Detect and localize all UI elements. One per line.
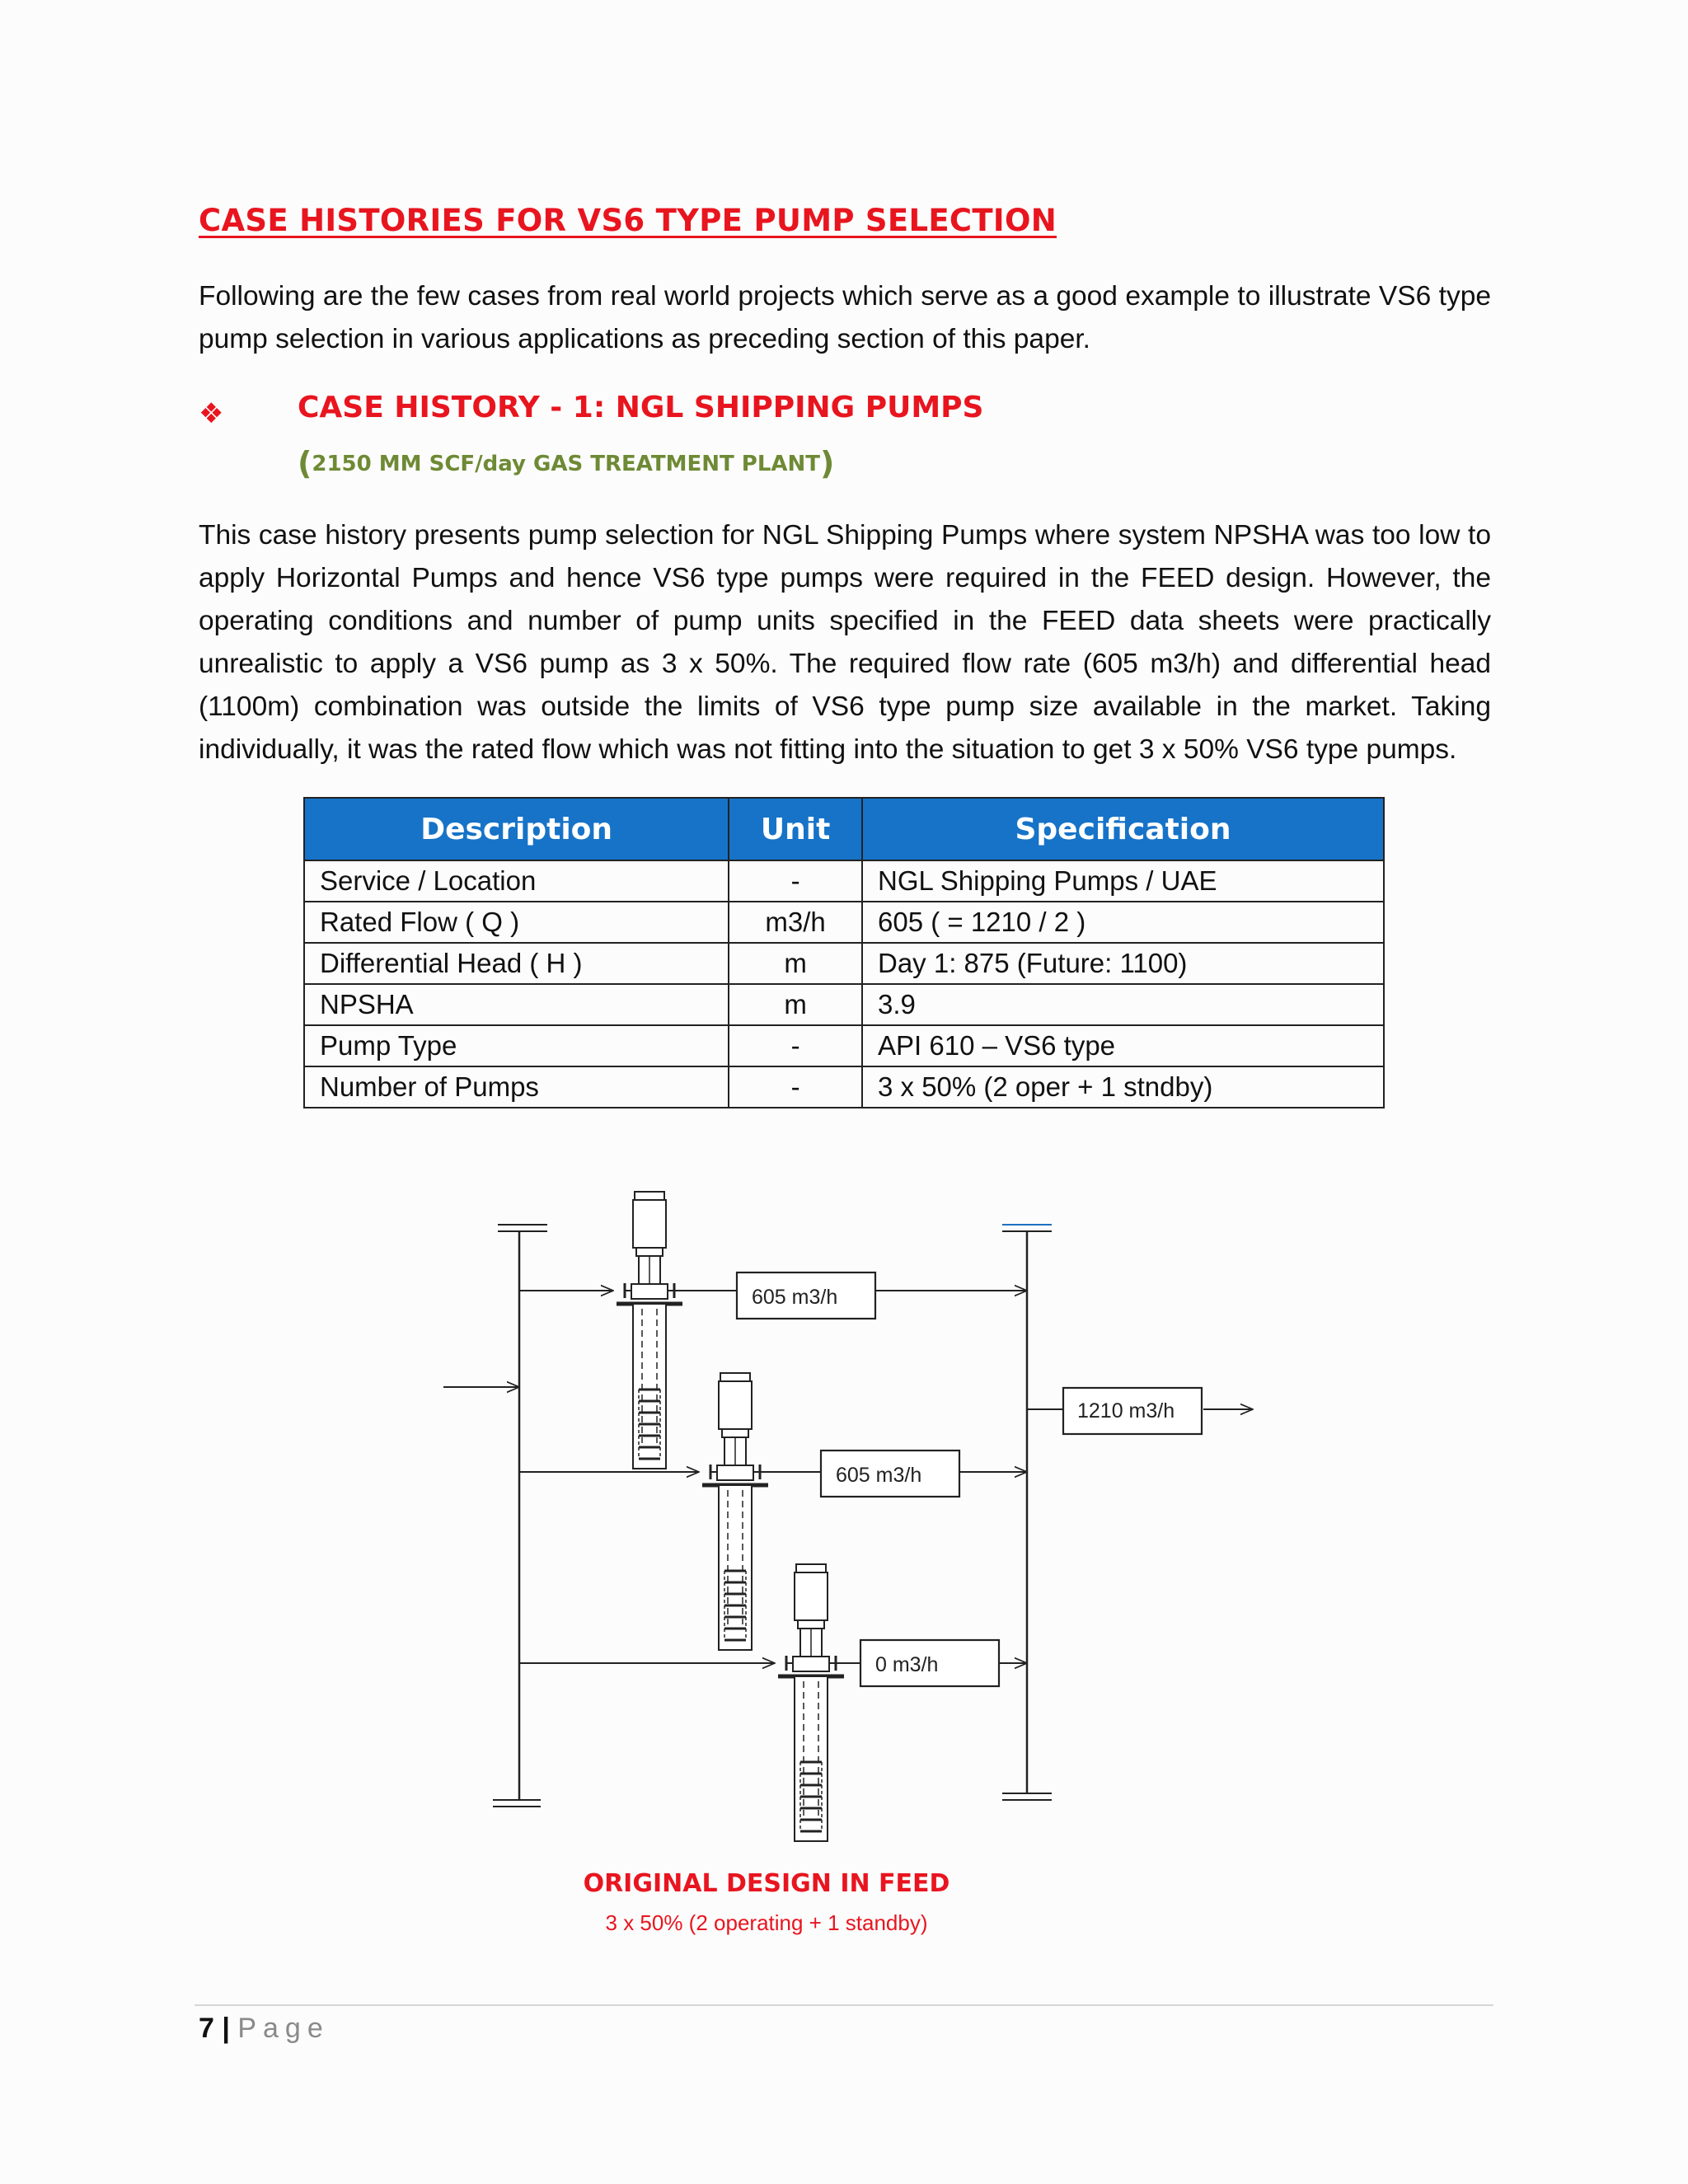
footer-separator: |	[222, 2013, 230, 2044]
pump-2-flow-label: 605 m3/h	[836, 1464, 922, 1487]
footer-divider	[195, 2004, 1493, 2006]
table-row	[304, 1066, 1384, 1108]
cell-unit: m	[729, 984, 862, 1025]
case-description-paragraph: This case history presents pump selection for NGL Shipping Pumps where system NPSHA was too low to apply Horizontal Pumps and hence VS6 type pumps were required in the FEED design. However, the operating conditions and number of pump units specified in the FEED data sheets were practically unrealistic to apply a VS6 pump as 3 x 50%. The required flow rate (605 m3/h) and differential head (1100m) combination was outside the limits of VS6 type pump size available in the market. Taking individually, it was the rated flow which was not fitting into the situation to get 3 x 50% VS6 type pumps.	[199, 520, 1491, 765]
column-header-description: Description	[304, 798, 729, 860]
cell-specification: 3.9	[862, 984, 1384, 1025]
cell-unit: -	[729, 860, 862, 902]
cell-specification: API 610 – VS6 type	[862, 1025, 1384, 1066]
cell-specification: 605 ( = 1210 / 2 )	[862, 902, 1384, 943]
case-history-title: CASE HISTORY - 1: NGL SHIPPING PUMPS	[298, 391, 984, 424]
page-number: 7	[199, 2013, 214, 2044]
table-row	[304, 902, 1384, 943]
pump-1	[617, 1192, 682, 1469]
cell-specification: 3 x 50% (2 oper + 1 stndby)	[862, 1066, 1384, 1108]
cell-description: Differential Head ( H )	[304, 943, 729, 984]
table-row	[304, 1025, 1384, 1066]
cell-specification: NGL Shipping Pumps / UAE	[862, 860, 1384, 902]
column-header-unit: Unit	[729, 798, 862, 860]
column-header-specification: Specification	[862, 798, 1384, 860]
table-row	[304, 860, 1384, 902]
cell-description: Rated Flow ( Q )	[304, 902, 729, 943]
diagram-caption-title: ORIGINAL DESIGN IN FEED	[583, 1869, 950, 1898]
table-row	[304, 984, 1384, 1025]
cell-specification: Day 1: 875 (Future: 1100)	[862, 943, 1384, 984]
cell-unit: m	[729, 943, 862, 984]
cell-unit: -	[729, 1025, 862, 1066]
case-history-subtitle: (2150 MM SCF/day GAS TREATMENT PLANT)	[298, 445, 835, 481]
cell-unit: -	[729, 1066, 862, 1108]
pump-3	[778, 1564, 844, 1841]
pump-2	[702, 1373, 768, 1650]
pump-1-flow-label: 605 m3/h	[752, 1286, 838, 1309]
cell-description: Number of Pumps	[304, 1066, 729, 1108]
cell-description: NPSHA	[304, 984, 729, 1025]
total-flow-label: 1210 m3/h	[1077, 1399, 1175, 1422]
cell-unit: m3/h	[729, 902, 862, 943]
intro-paragraph: Following are the few cases from real world projects which serve as a good example to illustrate VS6 type pump selection in various applications as preceding section of this paper.	[199, 281, 1491, 354]
pump-3-flow-label: 0 m3/h	[875, 1653, 939, 1676]
page-footer	[199, 2013, 330, 2045]
specification-table	[303, 797, 1385, 1108]
section-heading: CASE HISTORIES FOR VS6 TYPE PUMP SELECTION	[199, 203, 1057, 238]
table-row	[304, 943, 1384, 984]
diagram-caption-subtitle: 3 x 50% (2 operating + 1 standby)	[605, 1910, 928, 1935]
cell-description: Service / Location	[304, 860, 729, 902]
pump-arrangement-diagram	[0, 1154, 1688, 1863]
diamond-bullet-icon: ❖	[199, 398, 224, 429]
page-label: Page	[237, 2013, 330, 2044]
cell-description: Pump Type	[304, 1025, 729, 1066]
